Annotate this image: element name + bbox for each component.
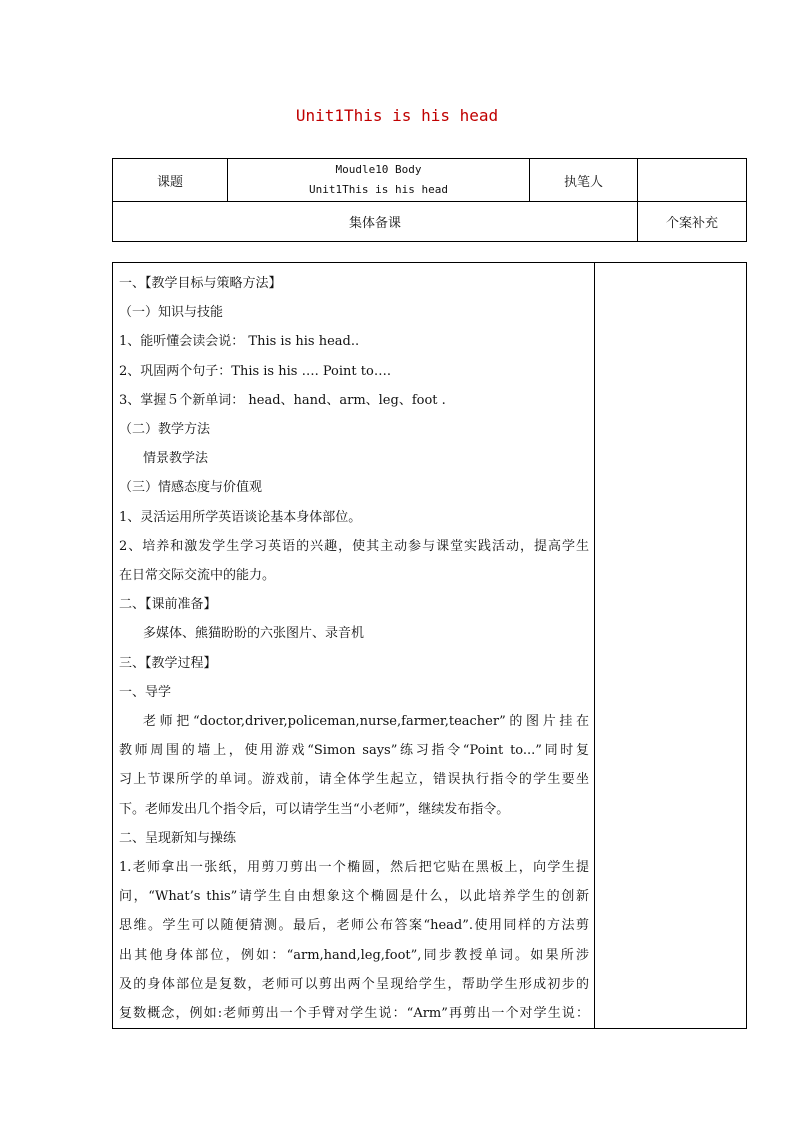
subheading-attitude: （三）情感态度与价值观 [119, 480, 263, 496]
objective-line: 3、掌握５个新单词： head、hand、arm、leg、foot . [119, 392, 446, 408]
attitude-line: 在日常交际交流中的能力。 [119, 568, 276, 584]
lesson-plan-table [112, 262, 747, 1029]
section-heading-process: 三、【教学过程】 [119, 655, 217, 671]
preparation-line: 多媒体、熊猫盼盼的六张图片、录音机 [143, 626, 365, 642]
subheading-methods: （二）教学方法 [119, 422, 211, 438]
process-line: 复数概念，例如:老师剪出一个手臂对学生说：“Arm”再剪出一个对学生说： [119, 1006, 589, 1022]
process-line: 及的身体部位是复数，老师可以剪出两个呈现给学生，帮助学生形成初步的 [119, 976, 589, 992]
process-line: 教师周围的墙上，使用游戏“Simon says”练习指令“Point to...”同时复 [119, 743, 589, 759]
process-line: 问，“What’s this”请学生自由想象这个椭圆是什么，以此培养学生的创新 [119, 889, 589, 905]
subheading-guide: 一、导学 [119, 684, 172, 700]
process-line: 习上节课所学的单词。游戏前，请全体学生起立，错误执行指令的学生要坐 [119, 772, 589, 788]
lesson-content [113, 263, 594, 1028]
attitude-line: 2、培养和激发学生学习英语的兴趣，使其主动参与课堂实践活动，提高学生 [119, 538, 589, 554]
author-label: 执笔人 [530, 159, 638, 202]
subheading-presentation: 二、呈现新知与操练 [119, 830, 237, 846]
method-line: 情景教学法 [143, 451, 209, 467]
topic-label: 课题 [113, 159, 228, 202]
individual-header: 个案补充 [638, 202, 747, 242]
topic-line-2: Unit1This is his head [308, 183, 449, 196]
attitude-line: 1、灵活运用所学英语谈论基本身体部位。 [119, 509, 362, 525]
process-line: 思维。学生可以随便猜测。最后，老师公布答案“head”.使用同样的方法剪 [119, 918, 589, 934]
header-table [112, 158, 747, 242]
process-line: 出其他身体部位，例如：“arm,hand,leg,foot”,同步教授单词。如果所涉 [119, 947, 589, 963]
lesson-content-cell [113, 263, 595, 1029]
process-line: 老师把“doctor,driver,policeman,nurse,farmer,teacher”的图片挂在 [143, 714, 589, 730]
document-title: Unit1This is his head [295, 106, 499, 125]
section-heading-preparation: 二、【课前准备】 [119, 597, 217, 613]
topic-value [228, 159, 530, 202]
author-value [638, 159, 747, 202]
process-line: 下。老师发出几个指令后，可以请学生当“小老师”，继续发布指令。 [119, 801, 510, 817]
process-line: 1.老师拿出一张纸，用剪刀剪出一个椭圆，然后把它贴在黑板上，向学生提 [119, 860, 589, 876]
topic-line-1: Moudle10 Body [335, 163, 422, 176]
objective-line: 1、能听懂会读会说： This is his head.. [119, 334, 360, 350]
section-heading-objectives: 一、【教学目标与策略方法】 [119, 276, 282, 291]
subheading-knowledge: （一）知识与技能 [119, 305, 224, 321]
supplement-cell [595, 263, 747, 1029]
group-prep-header: 集体备课 [113, 202, 638, 242]
objective-line: 2、巩固两个句子：This is his …. Point to…. [119, 363, 391, 379]
